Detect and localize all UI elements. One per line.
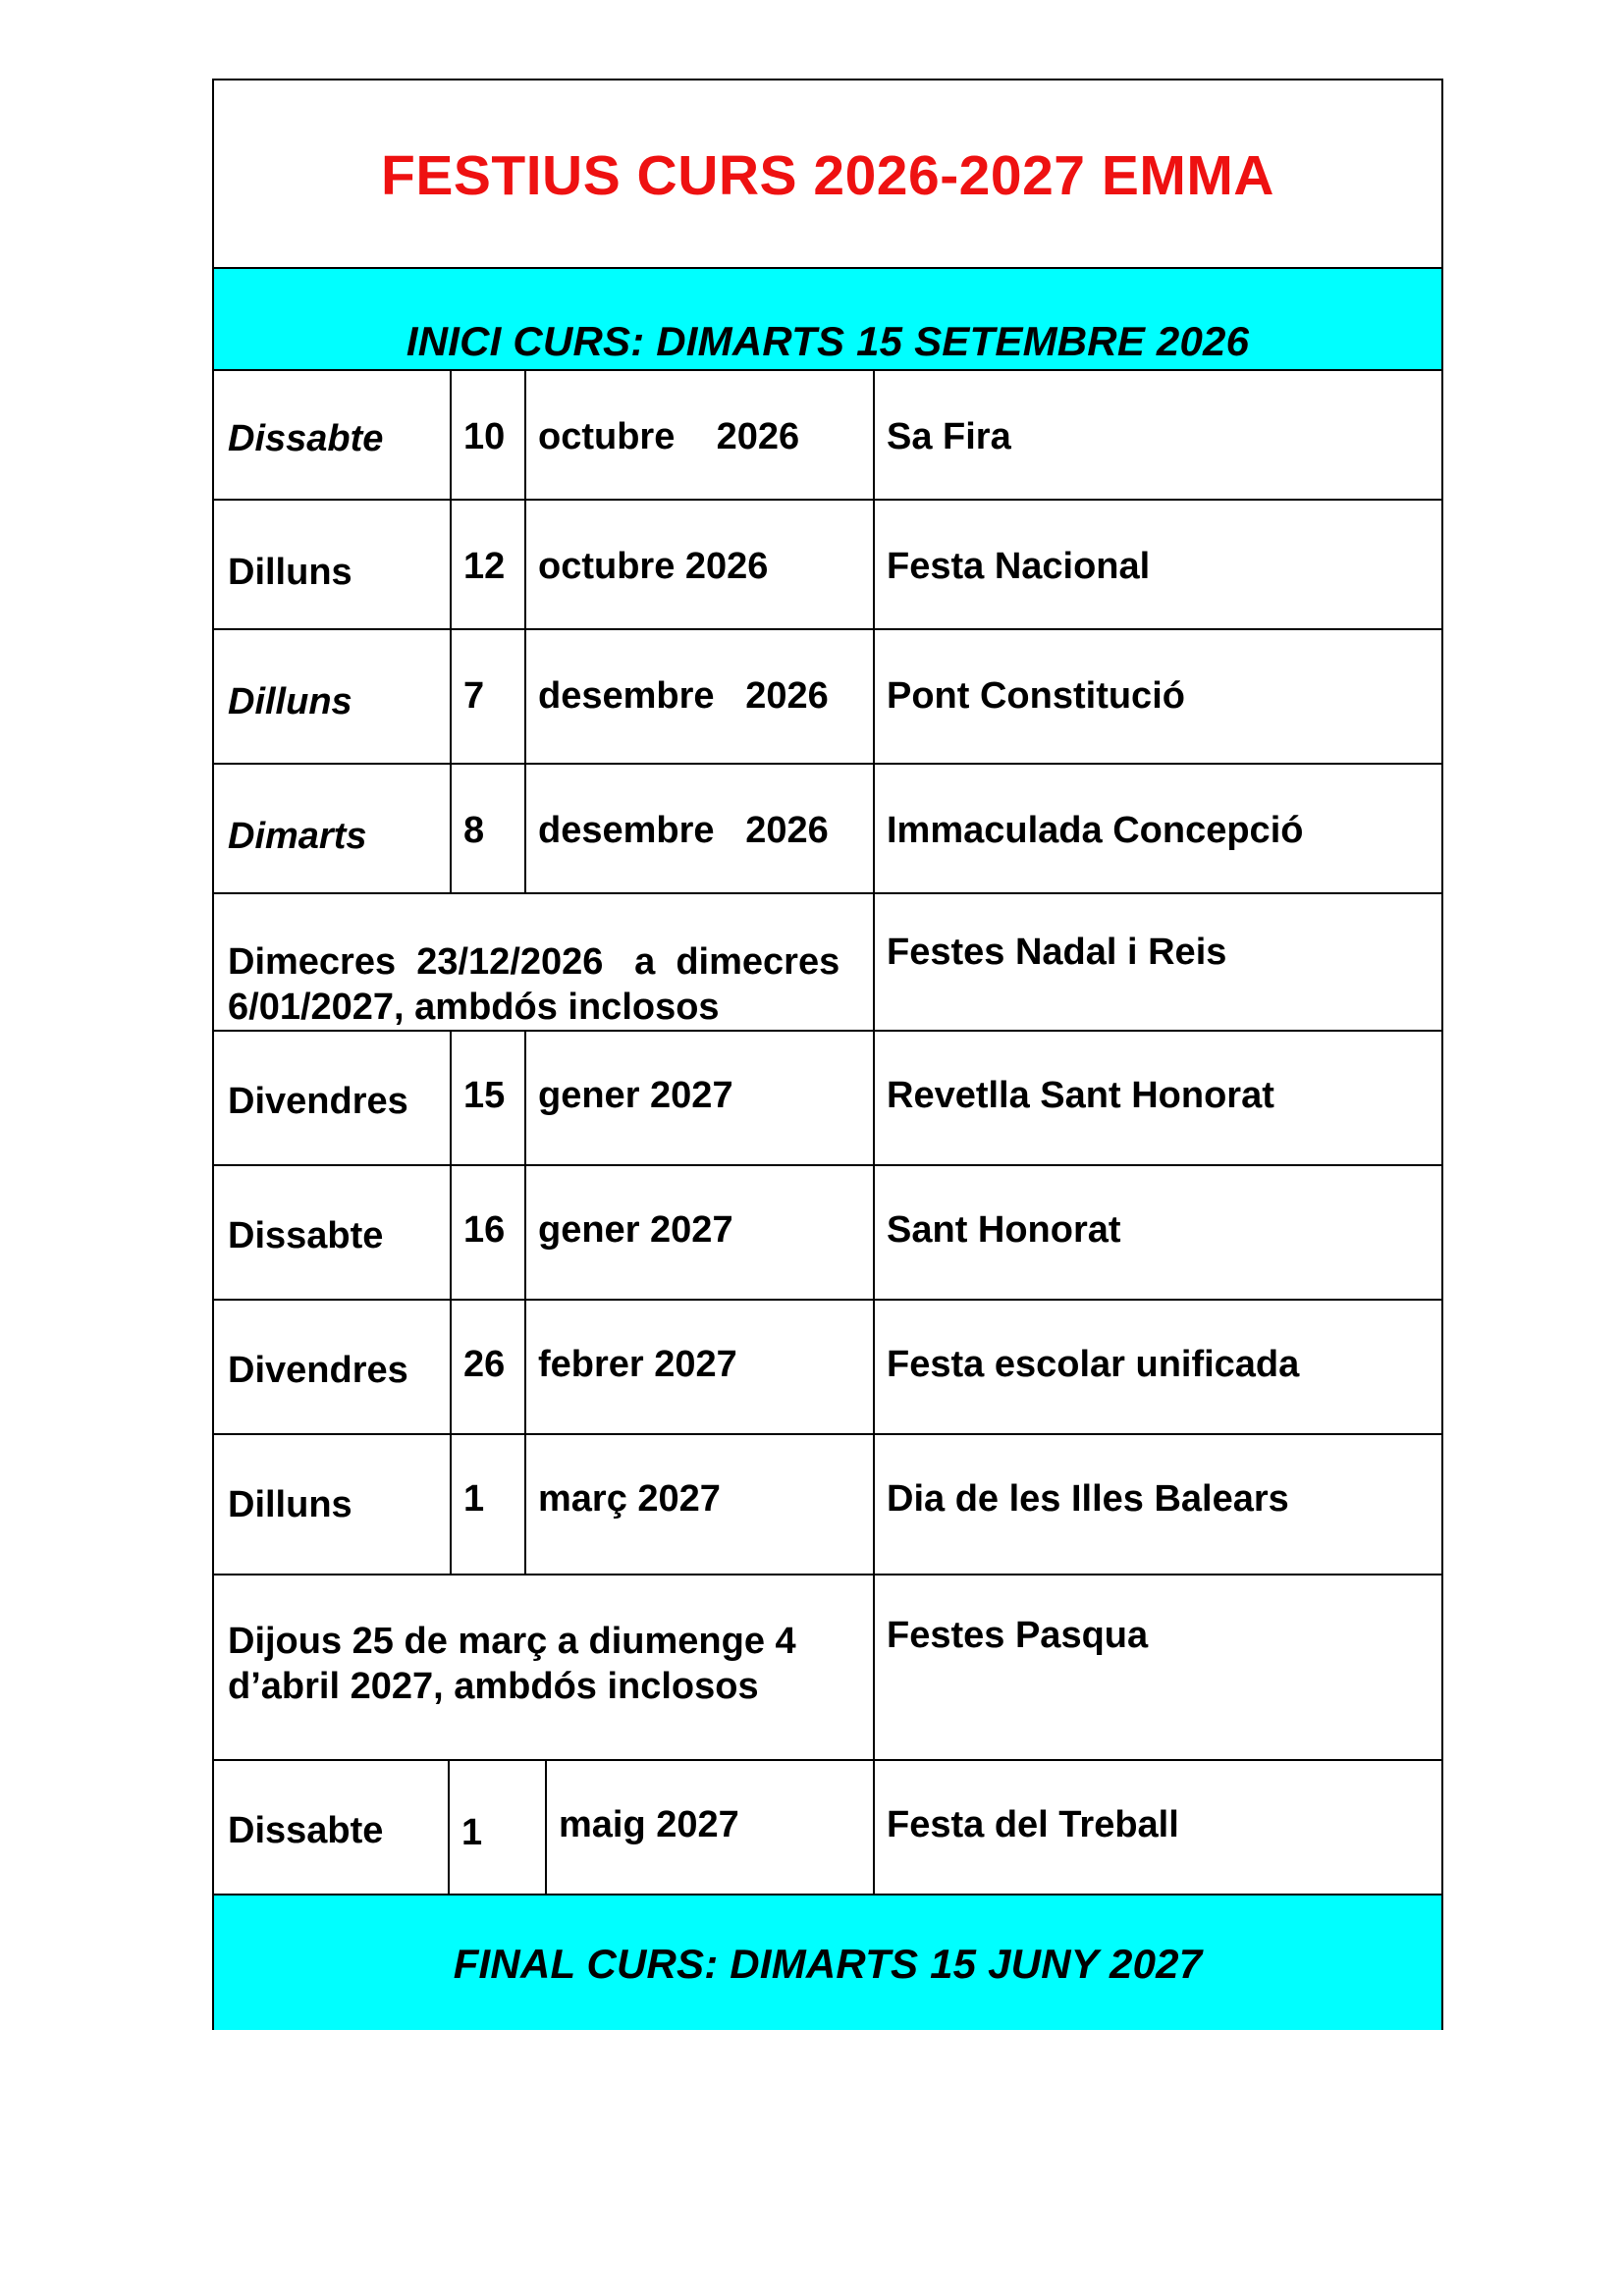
table-row <box>214 501 1441 630</box>
holiday-name-cell: Festa escolar unificada <box>887 1344 1300 1385</box>
table-row <box>214 1301 1441 1435</box>
page-title: FESTIUS CURS 2026-2027 EMMA <box>381 144 1274 207</box>
month-year-cell: gener 2027 <box>538 1209 733 1251</box>
day-number-cell: 15 <box>463 1075 506 1116</box>
holiday-name-cell: Festa Nacional <box>887 546 1151 587</box>
holiday-name-cell: Festa del Treball <box>887 1804 1179 1845</box>
month-year-cell: desembre 2026 <box>538 810 829 851</box>
day-cell: Dilluns <box>228 552 352 593</box>
course-end-band <box>214 1896 1441 2030</box>
table-row <box>214 630 1441 765</box>
course-start-text: INICI CURS: DIMARTS 15 SETEMBRE 2026 <box>406 318 1250 364</box>
date-range-cell <box>214 1575 873 1759</box>
day-cell: Dissabte <box>228 1215 384 1256</box>
day-number-cell: 12 <box>463 546 506 587</box>
holiday-name-cell: Sa Fira <box>887 416 1011 457</box>
holiday-name-cell: Pont Constitució <box>887 675 1185 717</box>
month-year-cell: maig 2027 <box>559 1804 739 1845</box>
table-row <box>214 765 1441 894</box>
day-cell: Divendres <box>228 1081 408 1122</box>
date-range-line: d’abril 2027, ambdós inclosos <box>228 1666 759 1707</box>
table-row <box>214 1032 1441 1166</box>
month-year-cell: octubre 2026 <box>538 416 800 457</box>
month-year-cell: gener 2027 <box>538 1075 733 1116</box>
month-year-cell: desembre 2026 <box>538 675 829 717</box>
holiday-name-cell: Dia de les Illes Balears <box>887 1478 1289 1520</box>
day-cell: Dissabte <box>228 1810 384 1851</box>
day-cell: Dissabte <box>228 418 384 459</box>
title-band <box>214 80 1441 269</box>
holiday-name-cell: Immaculada Concepció <box>887 810 1304 851</box>
day-number-cell: 8 <box>463 810 485 851</box>
holiday-name-cell: Sant Honorat <box>887 1209 1121 1251</box>
day-cell: Dilluns <box>228 681 352 722</box>
day-cell: Divendres <box>228 1350 408 1391</box>
day-number-cell: 7 <box>463 675 485 717</box>
table-row <box>214 371 1441 501</box>
month-year-cell: octubre 2026 <box>538 546 769 587</box>
month-year-cell: març 2027 <box>538 1478 721 1520</box>
table-row <box>214 1575 1441 1761</box>
day-number-cell: 10 <box>463 416 506 457</box>
holiday-name-cell: Festes Pasqua <box>887 1615 1149 1656</box>
holiday-table <box>212 79 1443 2030</box>
holiday-name-cell: Revetlla Sant Honorat <box>887 1075 1274 1116</box>
table-row <box>214 1166 1441 1301</box>
date-range-line: Dijous 25 de març a diumenge 4 <box>228 1621 796 1662</box>
course-start-band <box>214 269 1441 371</box>
day-number-cell: 16 <box>463 1209 506 1251</box>
table-row <box>214 894 1441 1032</box>
day-number-cell: 26 <box>463 1344 506 1385</box>
table-row <box>214 1435 1441 1575</box>
holiday-name-cell: Festes Nadal i Reis <box>887 932 1227 973</box>
course-end-text: FINAL CURS: DIMARTS 15 JUNY 2027 <box>453 1941 1203 1987</box>
day-number-cell: 1 <box>463 1478 485 1520</box>
table-row <box>214 1761 1441 1896</box>
day-cell: Dimarts <box>228 816 367 857</box>
day-number-cell: 1 <box>461 1812 483 1853</box>
date-range-line: 6/01/2027, ambdós inclosos <box>228 987 720 1028</box>
month-year-cell: febrer 2027 <box>538 1344 737 1385</box>
day-cell: Dilluns <box>228 1484 352 1525</box>
date-range-cell <box>214 894 873 1030</box>
date-range-line: Dimecres 23/12/2026 a dimecres <box>228 941 840 983</box>
